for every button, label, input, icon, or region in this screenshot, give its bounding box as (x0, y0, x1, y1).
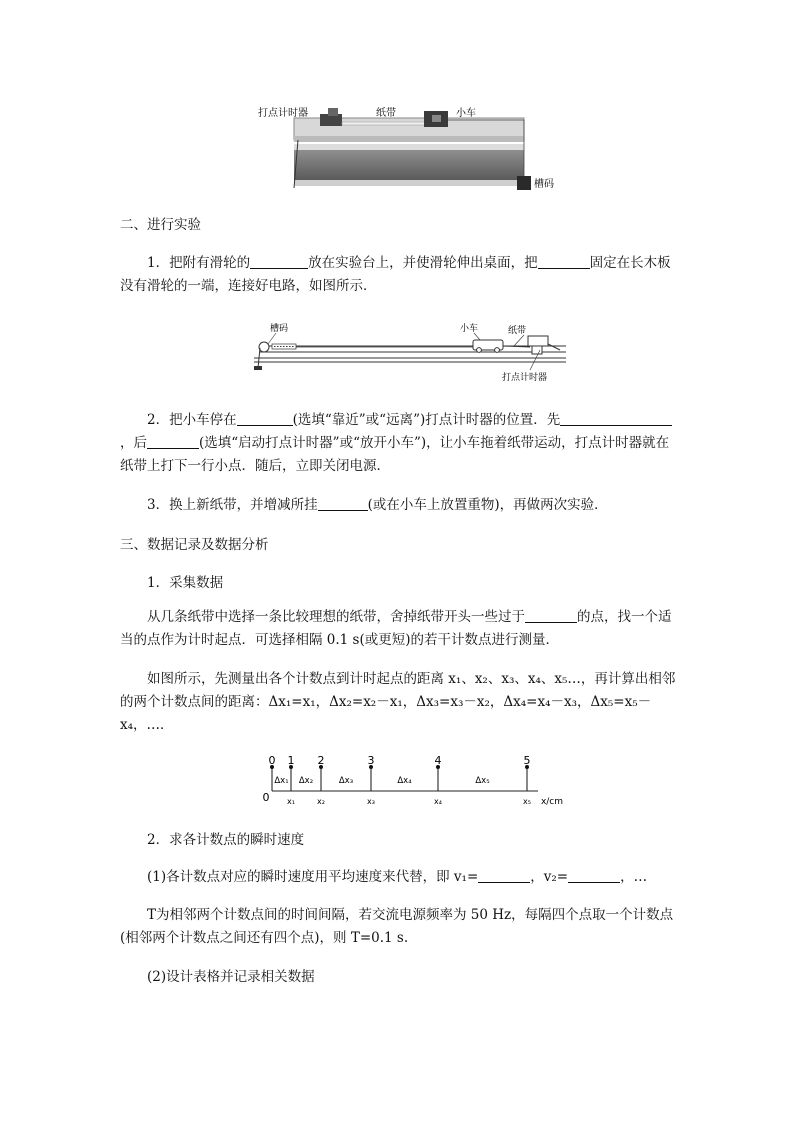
fig2-label-cart: 小车 (460, 324, 479, 334)
apparatus-figure-2 (248, 320, 568, 386)
blank-7 (525, 608, 577, 623)
blank-8 (478, 868, 530, 883)
blank-9 (568, 868, 620, 883)
step-2-b: (选填“靠近”或“远离”)打点计时器的位置．先 (292, 412, 561, 428)
axis-label: x/cm (540, 797, 564, 807)
para-3-b: ，v₂= (530, 869, 569, 885)
point-label: 4 (434, 756, 442, 767)
delta-label: Δx₄ (397, 776, 412, 786)
step-1 (120, 252, 676, 298)
para-velocity (120, 866, 676, 889)
para-3-a: (1)各计数点对应的瞬时速度用平均速度来代替，即 v₁= (147, 869, 479, 885)
step-1-a: 1．把附有滑轮的 (147, 255, 251, 271)
fig2-label-timer: 打点计时器 (502, 373, 548, 383)
step-2-c: ，后 (120, 435, 147, 451)
x-label: x₂ (317, 797, 325, 806)
step-2-a: 2．把小车停在 (147, 412, 237, 428)
step-3 (120, 494, 676, 517)
x-label: x₁ (287, 797, 295, 806)
blank-2 (538, 254, 590, 269)
blank-3 (237, 411, 293, 426)
fig1-label-timer: 打点计时器 (258, 108, 308, 119)
fig2-label-tape: 纸带 (508, 326, 527, 336)
fig1-label-cart: 小车 (456, 108, 476, 119)
fig2-label-weight: 槽码 (270, 324, 289, 334)
apparatus-figure-1 (258, 100, 558, 200)
para-3-c: ，… (620, 869, 648, 885)
fig1-label-weight: 槽码 (534, 179, 554, 190)
point-label: 0 (268, 756, 276, 767)
blank-4 (560, 411, 672, 426)
delta-label: Δx₃ (338, 776, 354, 786)
para-1-b: 的点，找一个适当的点作为计时起点．可选择相隔 0.1 s(或更短)的若干计数点进行测量． (120, 609, 672, 648)
step-1-b: 放在实验台上，并使滑轮伸出桌面，把 (308, 255, 538, 271)
para-distances: 如图所示，先测量出各个计数点到计时起点的距离 x₁、x₂、x₃、x₄、x₅…，再计算出相邻的两个计数点间的距离：Δx₁=x₁，Δx₂=x₂－x₁，Δx₃=x₃－x₂，Δx₄=x₄－x₃，Δx₅=x₅－x₄，…． (120, 671, 676, 733)
origin-label: 0 (262, 791, 270, 804)
subheading-collect: 1．采集数据 (147, 575, 224, 591)
para-tape-select (120, 606, 676, 652)
tape-figure (258, 756, 568, 810)
blank-1 (250, 254, 308, 269)
step-3-b: (或在小车上放置重物)，再做两次实验． (367, 497, 608, 513)
x-label: x₅ (523, 797, 531, 806)
point-label: 2 (317, 756, 325, 767)
x-label: x₄ (434, 797, 442, 806)
blank-5 (147, 434, 199, 449)
step-3-a: 3．换上新纸带，并增减所挂 (147, 497, 318, 513)
fig1-label-tape: 纸带 (376, 108, 396, 119)
delta-label: Δx₂ (298, 776, 314, 786)
x-label: x₃ (367, 797, 375, 806)
para-1-a: 从几条纸带中选择一条比较理想的纸带，舍掉纸带开头一些过于 (147, 609, 525, 625)
step-2 (120, 409, 676, 478)
heading-data: 三、数据记录及数据分析 (120, 537, 269, 553)
point-label: 5 (523, 756, 531, 767)
para-interval: T为相邻两个计数点间的时间间隔，若交流电源频率为 50 Hz，每隔四个点取一个计数点(相邻两个计数点之间还有四个点)，则 T=0.1 s. (120, 907, 674, 946)
delta-label: Δx₁ (274, 776, 289, 786)
point-label: 1 (287, 756, 295, 767)
subheading-velocity: 2．求各计数点的瞬时速度 (147, 832, 305, 848)
blank-6 (318, 496, 368, 511)
point-label: 3 (367, 756, 375, 767)
step-2-d: (选填“启动打点计时器”或“放开小车”)，让小车拖着纸带运动，打点计时器就在纸带上打下一行小点．随后，立即关闭电源． (120, 435, 670, 474)
heading-experiment: 二、进行实验 (120, 217, 201, 233)
step-1-c: 固定在长木板没有滑轮的一端，连接好电路，如图所示． (120, 255, 671, 294)
para-table: (2)设计表格并记录相关数据 (147, 969, 315, 985)
delta-label: Δx₅ (475, 776, 490, 786)
